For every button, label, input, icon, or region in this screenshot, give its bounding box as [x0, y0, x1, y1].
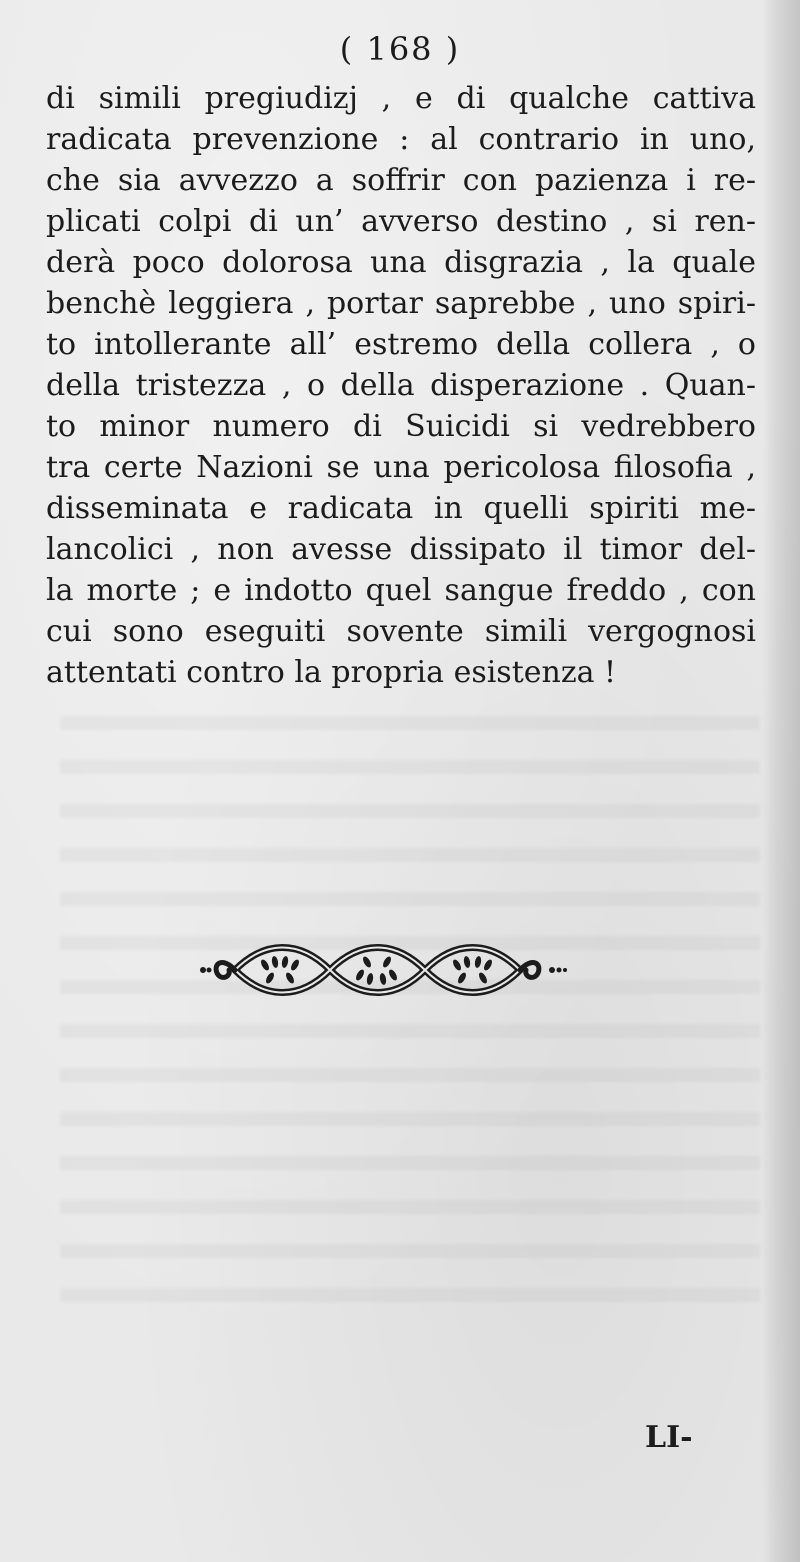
bleed-through-texture [60, 690, 760, 1330]
text-line: derà poco dolorosa una disgrazia , la quale [46, 245, 756, 280]
body-text [46, 78, 756, 693]
text-line: benchè leggiera , portar saprebbe , uno spiri- [46, 286, 756, 321]
text-line: che sia avvezzo a soffrir con pazienza i re- [46, 163, 756, 198]
text-line: di simili pregiudizj , e di qualche cattiva [46, 81, 756, 116]
text-line: to minor numero di Suicidi si vedrebbero [46, 409, 756, 444]
text-line: la morte ; e indotto quel sangue freddo , con [46, 573, 756, 608]
text-line: attentati contro la propria esistenza ! [46, 655, 617, 690]
vine-scroll-ornament [195, 935, 575, 1005]
text-line: to intollerante all’ estremo della collera , o [46, 327, 756, 362]
text-line: lancolici , non avesse dissipato il timor del- [46, 532, 756, 567]
page-edge-shadow [762, 0, 800, 1562]
text-line: radicata prevenzione : al contrario in uno, [46, 122, 756, 157]
catchword: LI- [645, 1420, 693, 1455]
text-line: della tristezza , o della disperazione . Quan- [46, 368, 756, 403]
text-line: cui sono eseguiti sovente simili vergognosi [46, 614, 756, 649]
text-line: tra certe Nazioni se una pericolosa filosofia , [46, 450, 756, 485]
page-number: ( 168 ) [339, 30, 461, 68]
text-line: plicati colpi di un’ avverso destino , si ren- [46, 204, 756, 239]
text-line: disseminata e radicata in quelli spiriti me- [46, 491, 756, 526]
